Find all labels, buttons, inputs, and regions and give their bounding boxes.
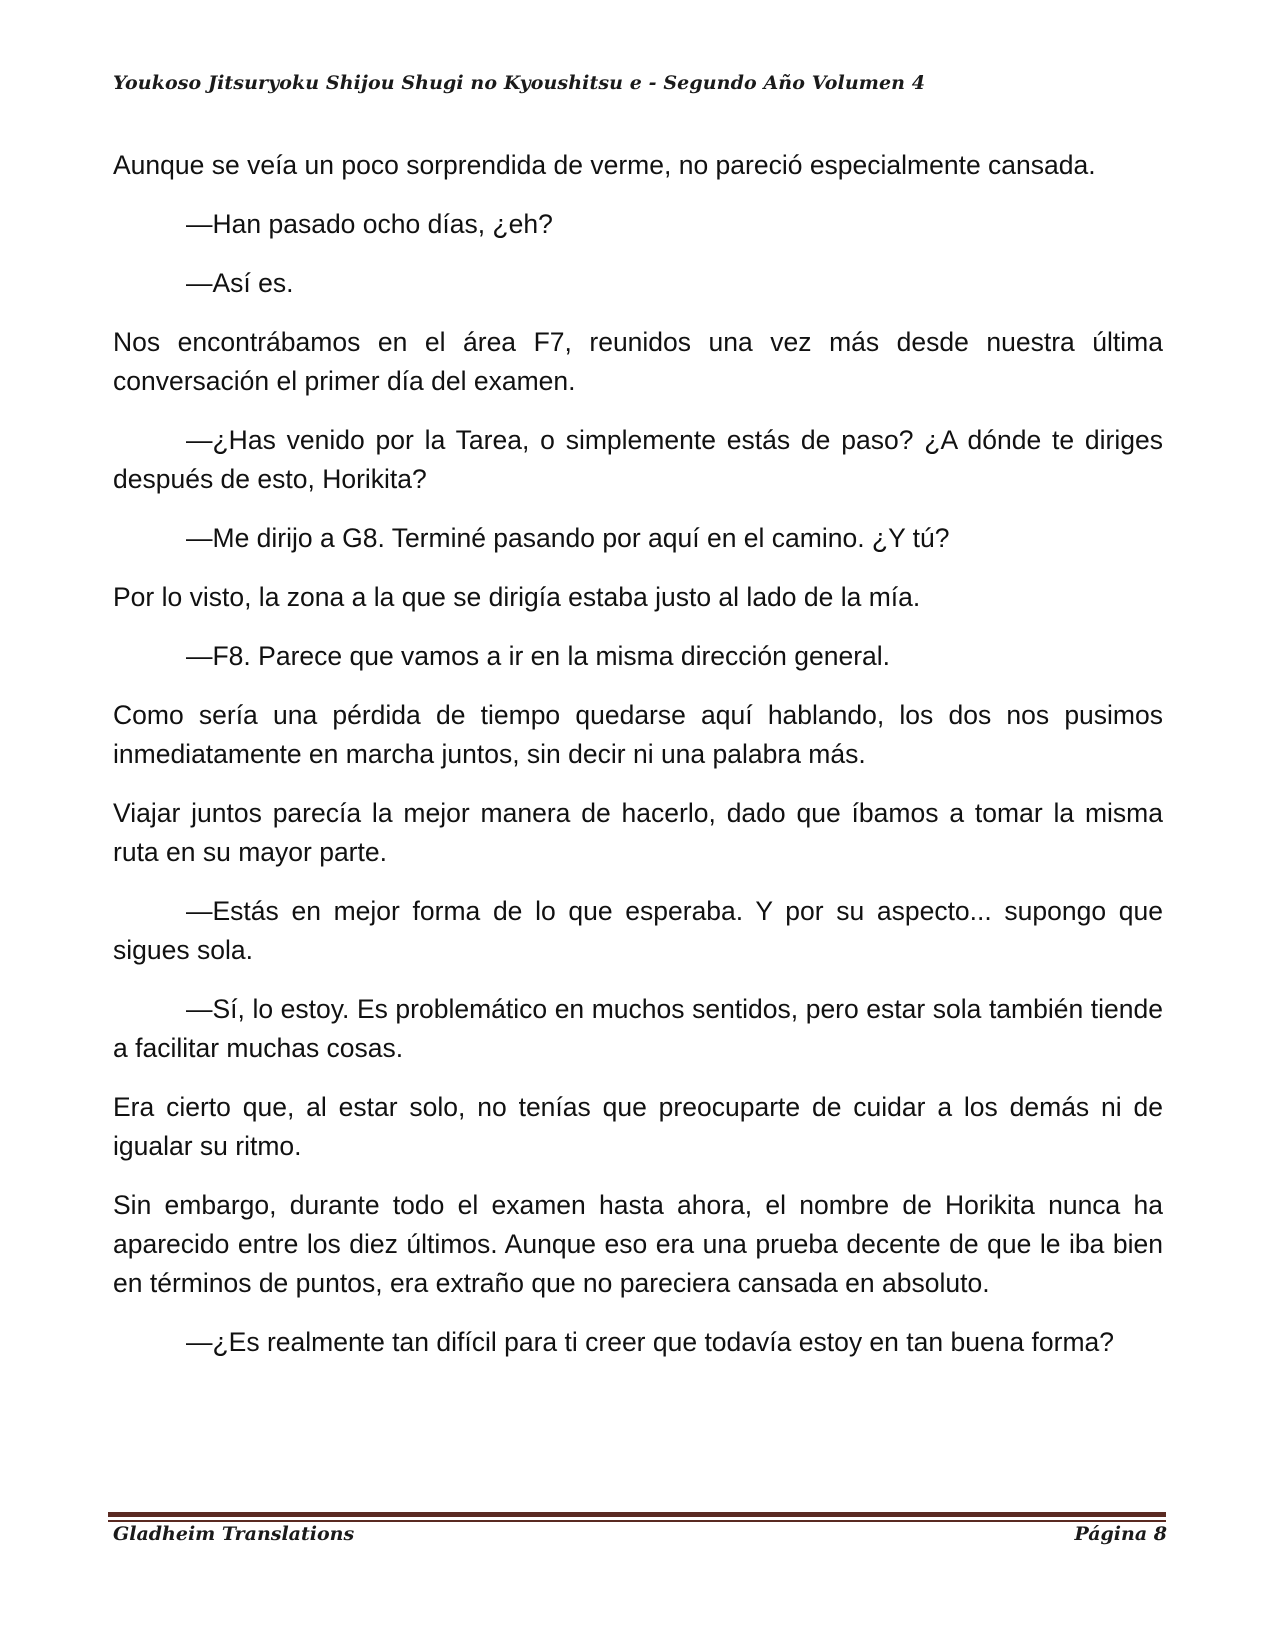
paragraph-10: Viajar juntos parecía la mejor manera de hacerlo, dado que íbamos a tomar la misma ruta en su mayor parte. bbox=[113, 798, 1163, 867]
paragraph-2: —Han pasado ocho días, ¿eh? bbox=[186, 209, 553, 239]
paragraph-11: —Estás en mejor forma de lo que esperaba. Y por su aspecto... supongo que sigues sola. bbox=[113, 896, 1163, 965]
paragraph-6: —Me dirijo a G8. Terminé pasando por aquí en el camino. ¿Y tú? bbox=[186, 523, 950, 553]
paragraph-14: Sin embargo, durante todo el examen hasta ahora, el nombre de Horikita nunca ha aparecido entre los diez últimos. Aunque eso era una prueba decente de que le iba bien en términos de puntos, era extraño que no pareciera cansada en absoluto. bbox=[113, 1190, 1163, 1298]
footer-publisher: Gladheim Translations bbox=[113, 1523, 355, 1545]
paragraph-3: —Así es. bbox=[186, 268, 294, 298]
footer-divider-thick bbox=[108, 1512, 1166, 1517]
paragraph-8: —F8. Parece que vamos a ir en la misma dirección general. bbox=[186, 641, 891, 671]
footer-page-number: Página 8 bbox=[1074, 1523, 1167, 1545]
paragraph-5: —¿Has venido por la Tarea, o simplemente estás de paso? ¿A dónde te diriges después de esto, Horikita? bbox=[113, 425, 1163, 494]
paragraph-9: Como sería una pérdida de tiempo quedarse aquí hablando, los dos nos pusimos inmediatamente en marcha juntos, sin decir ni una palabra más. bbox=[113, 700, 1163, 769]
footer-divider bbox=[108, 1512, 1166, 1523]
paragraph-4: Nos encontrábamos en el área F7, reunidos una vez más desde nuestra última conversación el primer día del examen. bbox=[113, 327, 1163, 396]
paragraph-1: Aunque se veía un poco sorprendida de verme, no pareció especialmente cansada. bbox=[113, 150, 1096, 180]
page-header-title: Youkoso Jitsuryoku Shijou Shugi no Kyoushitsu e - Segundo Año Volumen 4 bbox=[113, 72, 926, 94]
paragraph-13: Era cierto que, al estar solo, no tenías que preocuparte de cuidar a los demás ni de igualar su ritmo. bbox=[113, 1092, 1163, 1161]
paragraph-15: —¿Es realmente tan difícil para ti creer que todavía estoy en tan buena forma? bbox=[186, 1327, 1115, 1357]
paragraph-7: Por lo visto, la zona a la que se dirigía estaba justo al lado de la mía. bbox=[113, 582, 921, 612]
body-text bbox=[113, 146, 1163, 1382]
footer-divider-thin bbox=[108, 1520, 1166, 1522]
paragraph-12: —Sí, lo estoy. Es problemático en muchos sentidos, pero estar sola también tiende a facilitar muchas cosas. bbox=[113, 994, 1163, 1063]
